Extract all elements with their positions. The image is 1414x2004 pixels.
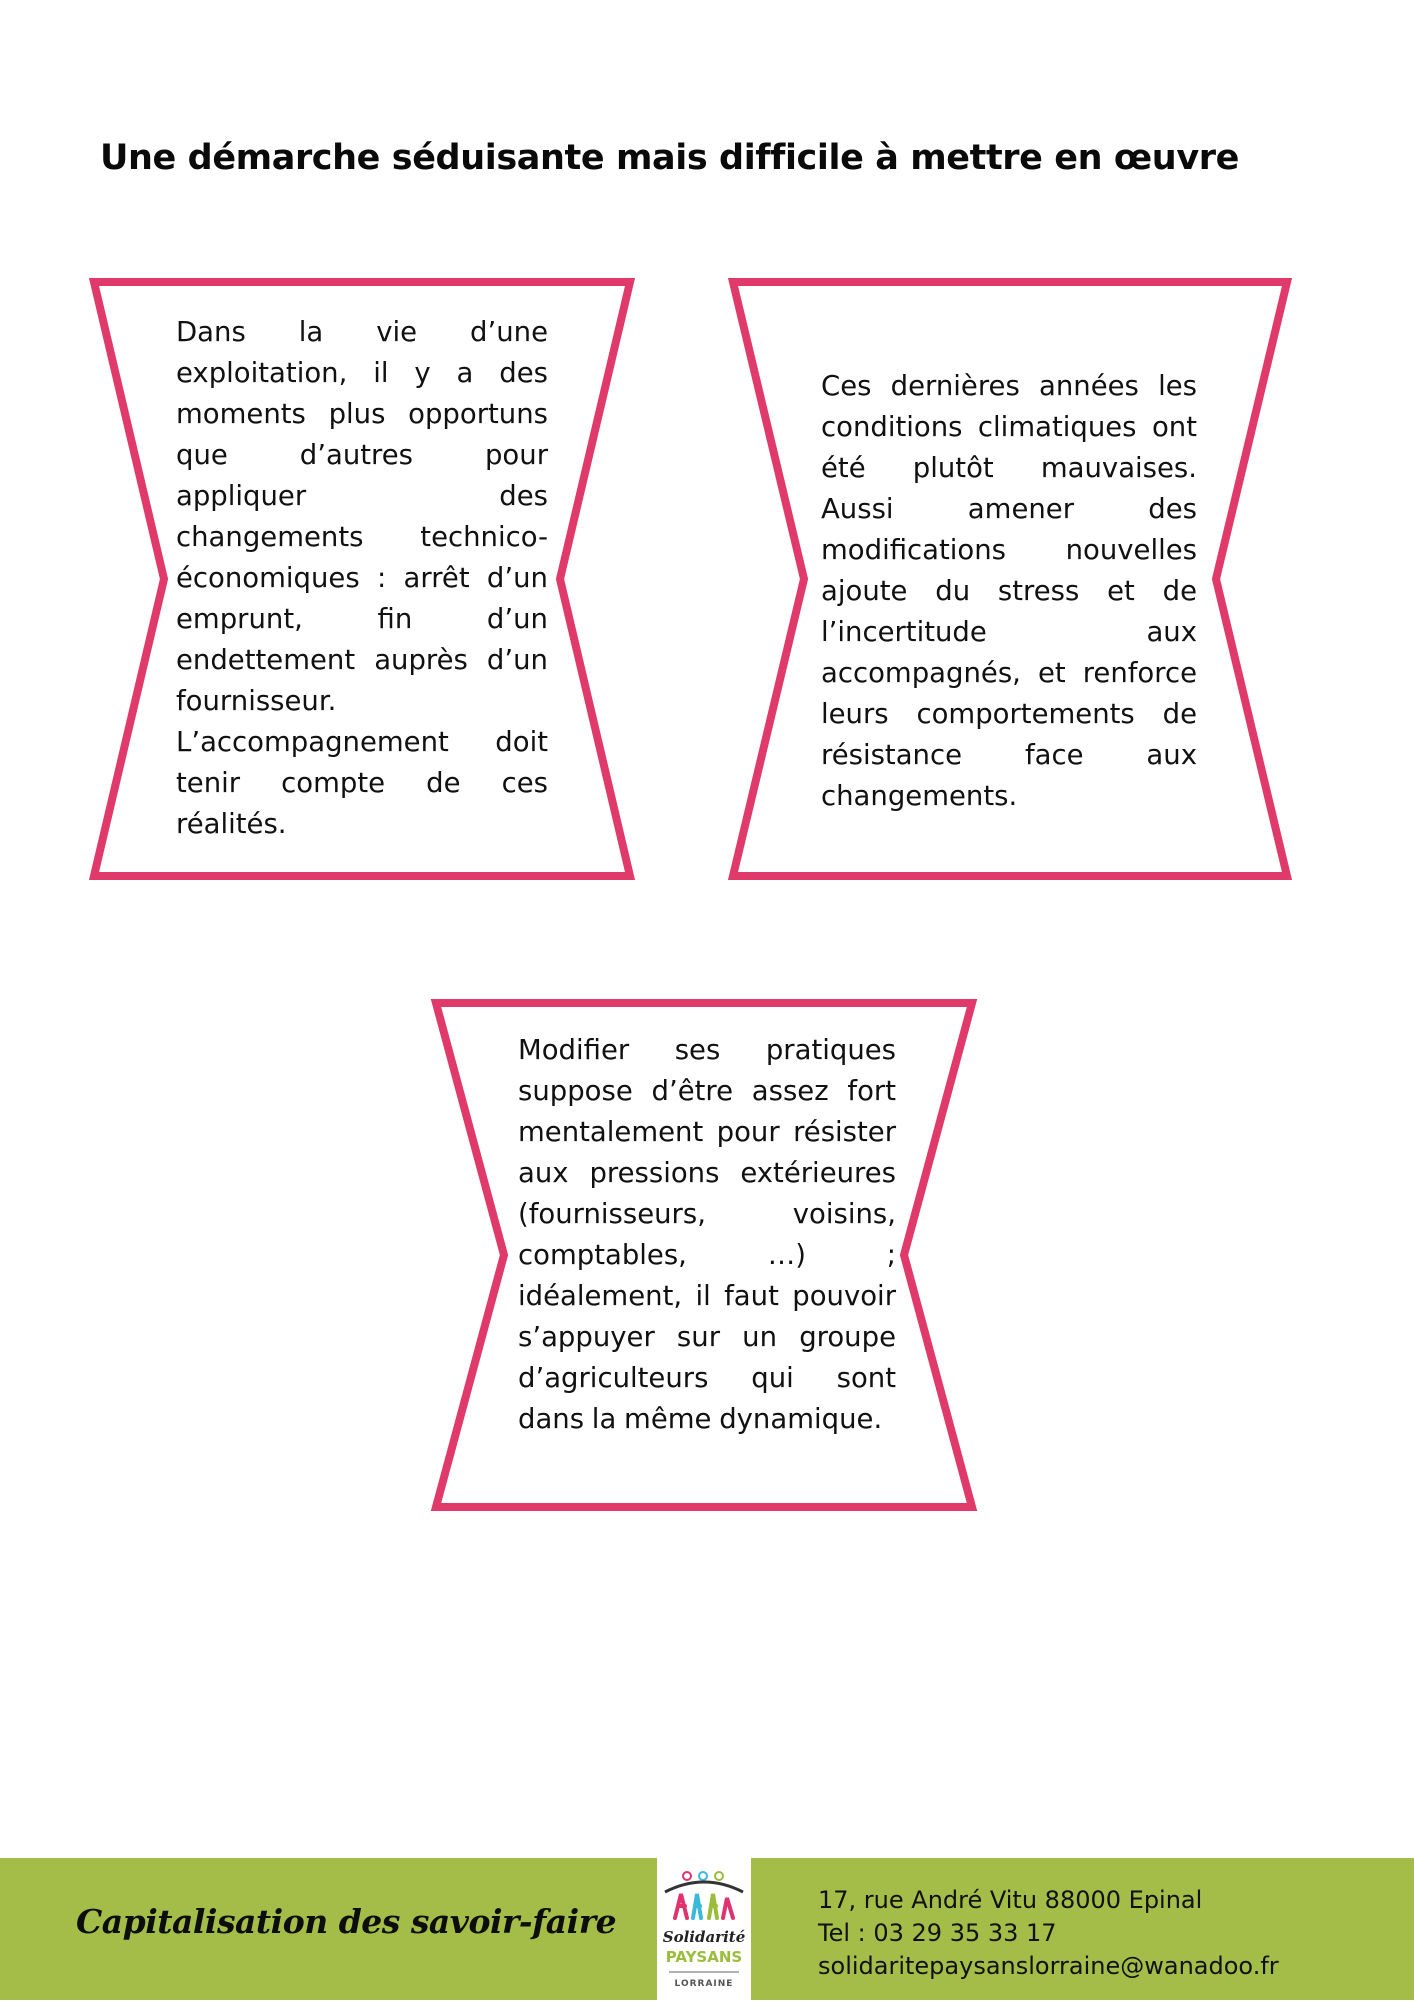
card-paragraph: Ces dernières années les conditions climatiques ont été plutôt mauvaises. Aussi amener des modifications nouvelles ajoute du stress et de l’incertitude aux accompagnés, et renforce leurs comportements de résistance face aux changements.: [821, 370, 1197, 812]
card-text: [518, 1030, 896, 1440]
card-text: [176, 312, 548, 845]
page-title: Une démarche séduisante mais difficile à mettre en œuvre: [100, 138, 1239, 178]
info-card-mental-strength: [432, 999, 976, 1511]
contact-address: 17, rue André Vitu 88000 Epinal: [818, 1886, 1203, 1914]
info-card-opportune-moments: [90, 278, 634, 880]
footer-bar: [0, 1858, 1414, 2000]
info-card-climate: [729, 278, 1291, 880]
card-paragraph: Dans la vie d’une exploitation, il y a des moments plus opportuns que d’autres pour appliquer des changements technico-économiques : arrêt d’un emprunt, fin d’un endettement auprès d’un fournisseur.: [176, 316, 548, 717]
logo-line-2: PAYSANS: [665, 1948, 743, 1966]
card-paragraph: L’accompagnement doit tenir compte de ces réalités.: [176, 726, 548, 840]
contact-phone: Tel : 03 29 35 33 17: [818, 1919, 1057, 1947]
organization-logo: [657, 1858, 751, 2000]
footer-slogan: Capitalisation des savoir-faire: [76, 1902, 617, 1941]
card-text: [821, 366, 1197, 817]
card-paragraph: Modifier ses pratiques suppose d’être assez fort mentalement pour résister aux pressions extérieures (fournisseurs, voisins, comptables, …) ; idéalement, il faut pouvoir s’appuyer sur un groupe d’agriculteurs qui sont dans la même dynamique.: [518, 1034, 896, 1435]
logo-line-3: LORRAINE: [674, 1979, 734, 1989]
logo-icon: [657, 1858, 751, 2000]
contact-email: solidaritepaysanslorraine@wanadoo.fr: [818, 1952, 1279, 1980]
logo-line-1: Solidarité: [662, 1928, 746, 1946]
contact-block: [818, 1884, 1279, 1983]
